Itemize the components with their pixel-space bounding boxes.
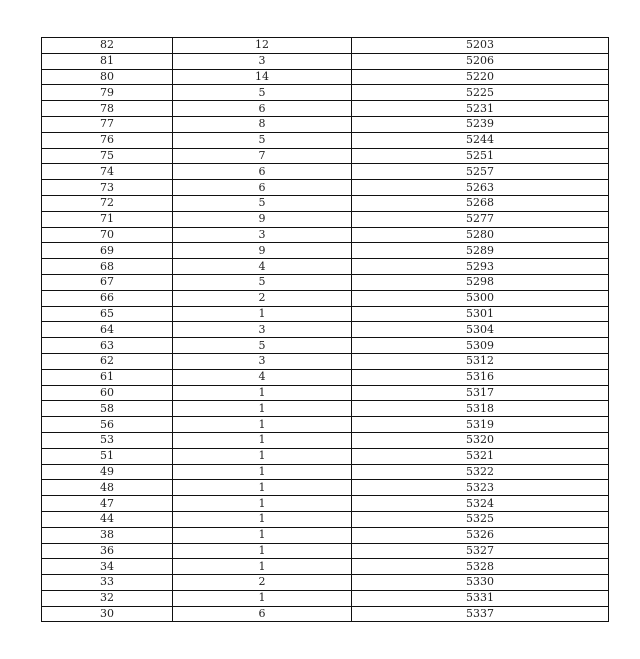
cumulative-cell: 5325: [352, 511, 609, 527]
score-cell: 34: [42, 559, 173, 575]
table-row: [42, 274, 609, 290]
cumulative-cell: 5231: [352, 101, 609, 117]
score-cell: 67: [42, 274, 173, 290]
score-cell: 44: [42, 511, 173, 527]
count-cell: 5: [173, 338, 352, 354]
count-cell: 5: [173, 274, 352, 290]
cumulative-cell: 5244: [352, 132, 609, 148]
cumulative-cell: 5257: [352, 164, 609, 180]
table-row: [42, 211, 609, 227]
table-row: [42, 180, 609, 196]
table-row: [42, 259, 609, 275]
table-row: [42, 464, 609, 480]
score-cell: 71: [42, 211, 173, 227]
cumulative-cell: 5318: [352, 401, 609, 417]
count-cell: 4: [173, 259, 352, 275]
score-table-body: [42, 38, 609, 622]
score-cell: 79: [42, 85, 173, 101]
count-cell: 6: [173, 180, 352, 196]
score-cell: 53: [42, 432, 173, 448]
cumulative-cell: 5317: [352, 385, 609, 401]
count-cell: 1: [173, 511, 352, 527]
count-cell: 1: [173, 559, 352, 575]
score-cell: 66: [42, 290, 173, 306]
score-cell: 74: [42, 164, 173, 180]
score-cell: 33: [42, 575, 173, 591]
cumulative-cell: 5324: [352, 496, 609, 512]
score-cell: 36: [42, 543, 173, 559]
count-cell: 7: [173, 148, 352, 164]
table-row: [42, 353, 609, 369]
table-row: [42, 401, 609, 417]
cumulative-cell: 5304: [352, 322, 609, 338]
cumulative-cell: 5301: [352, 306, 609, 322]
cumulative-cell: 5320: [352, 432, 609, 448]
score-cell: 64: [42, 322, 173, 338]
cumulative-cell: 5321: [352, 448, 609, 464]
cumulative-cell: 5316: [352, 369, 609, 385]
score-cell: 32: [42, 590, 173, 606]
score-cell: 75: [42, 148, 173, 164]
count-cell: 8: [173, 116, 352, 132]
table-row: [42, 338, 609, 354]
score-cell: 70: [42, 227, 173, 243]
score-cell: 65: [42, 306, 173, 322]
table-row: [42, 38, 609, 54]
count-cell: 9: [173, 243, 352, 259]
score-cell: 63: [42, 338, 173, 354]
score-cell: 47: [42, 496, 173, 512]
score-cell: 72: [42, 195, 173, 211]
cumulative-cell: 5293: [352, 259, 609, 275]
cumulative-cell: 5322: [352, 464, 609, 480]
count-cell: 1: [173, 496, 352, 512]
cumulative-cell: 5220: [352, 69, 609, 85]
count-cell: 6: [173, 606, 352, 622]
count-cell: 5: [173, 132, 352, 148]
count-cell: 1: [173, 432, 352, 448]
cumulative-cell: 5330: [352, 575, 609, 591]
cumulative-cell: 5327: [352, 543, 609, 559]
cumulative-cell: 5312: [352, 353, 609, 369]
table-row: [42, 53, 609, 69]
cumulative-cell: 5319: [352, 417, 609, 433]
table-row: [42, 527, 609, 543]
table-row: [42, 69, 609, 85]
score-cell: 30: [42, 606, 173, 622]
cumulative-cell: 5300: [352, 290, 609, 306]
table-row: [42, 322, 609, 338]
table-row: [42, 290, 609, 306]
count-cell: 4: [173, 369, 352, 385]
table-row: [42, 543, 609, 559]
table-row: [42, 164, 609, 180]
table-row: [42, 417, 609, 433]
count-cell: 2: [173, 575, 352, 591]
score-table: [41, 37, 609, 622]
score-cell: 77: [42, 116, 173, 132]
table-row: [42, 480, 609, 496]
count-cell: 1: [173, 385, 352, 401]
table-row: [42, 116, 609, 132]
cumulative-cell: 5251: [352, 148, 609, 164]
count-cell: 3: [173, 227, 352, 243]
score-cell: 82: [42, 38, 173, 54]
score-cell: 76: [42, 132, 173, 148]
cumulative-cell: 5337: [352, 606, 609, 622]
count-cell: 1: [173, 306, 352, 322]
count-cell: 1: [173, 543, 352, 559]
cumulative-cell: 5280: [352, 227, 609, 243]
score-cell: 48: [42, 480, 173, 496]
cumulative-cell: 5309: [352, 338, 609, 354]
score-cell: 60: [42, 385, 173, 401]
count-cell: 2: [173, 290, 352, 306]
table-row: [42, 606, 609, 622]
table-row: [42, 496, 609, 512]
table-row: [42, 559, 609, 575]
table-row: [42, 448, 609, 464]
table-row: [42, 511, 609, 527]
count-cell: 1: [173, 448, 352, 464]
count-cell: 5: [173, 195, 352, 211]
count-cell: 3: [173, 322, 352, 338]
count-cell: 5: [173, 85, 352, 101]
score-cell: 51: [42, 448, 173, 464]
count-cell: 6: [173, 101, 352, 117]
score-cell: 61: [42, 369, 173, 385]
cumulative-cell: 5225: [352, 85, 609, 101]
cumulative-cell: 5326: [352, 527, 609, 543]
cumulative-cell: 5277: [352, 211, 609, 227]
score-cell: 68: [42, 259, 173, 275]
cumulative-cell: 5298: [352, 274, 609, 290]
count-cell: 3: [173, 53, 352, 69]
table-row: [42, 243, 609, 259]
count-cell: 12: [173, 38, 352, 54]
count-cell: 14: [173, 69, 352, 85]
table-row: [42, 132, 609, 148]
count-cell: 1: [173, 480, 352, 496]
count-cell: 1: [173, 527, 352, 543]
count-cell: 1: [173, 590, 352, 606]
table-row: [42, 85, 609, 101]
table-row: [42, 432, 609, 448]
table-row: [42, 306, 609, 322]
cumulative-cell: 5289: [352, 243, 609, 259]
table-row: [42, 385, 609, 401]
table-row: [42, 575, 609, 591]
cumulative-cell: 5268: [352, 195, 609, 211]
count-cell: 9: [173, 211, 352, 227]
cumulative-cell: 5206: [352, 53, 609, 69]
score-cell: 49: [42, 464, 173, 480]
count-cell: 6: [173, 164, 352, 180]
table-row: [42, 227, 609, 243]
score-cell: 69: [42, 243, 173, 259]
score-cell: 80: [42, 69, 173, 85]
score-cell: 58: [42, 401, 173, 417]
count-cell: 1: [173, 417, 352, 433]
score-cell: 56: [42, 417, 173, 433]
table-row: [42, 195, 609, 211]
table-row: [42, 369, 609, 385]
table-row: [42, 101, 609, 117]
count-cell: 1: [173, 464, 352, 480]
count-cell: 3: [173, 353, 352, 369]
cumulative-cell: 5323: [352, 480, 609, 496]
cumulative-cell: 5263: [352, 180, 609, 196]
score-cell: 81: [42, 53, 173, 69]
cumulative-cell: 5203: [352, 38, 609, 54]
table-row: [42, 148, 609, 164]
cumulative-cell: 5331: [352, 590, 609, 606]
table-row: [42, 590, 609, 606]
score-cell: 62: [42, 353, 173, 369]
score-cell: 38: [42, 527, 173, 543]
score-cell: 73: [42, 180, 173, 196]
cumulative-cell: 5328: [352, 559, 609, 575]
score-cell: 78: [42, 101, 173, 117]
count-cell: 1: [173, 401, 352, 417]
cumulative-cell: 5239: [352, 116, 609, 132]
